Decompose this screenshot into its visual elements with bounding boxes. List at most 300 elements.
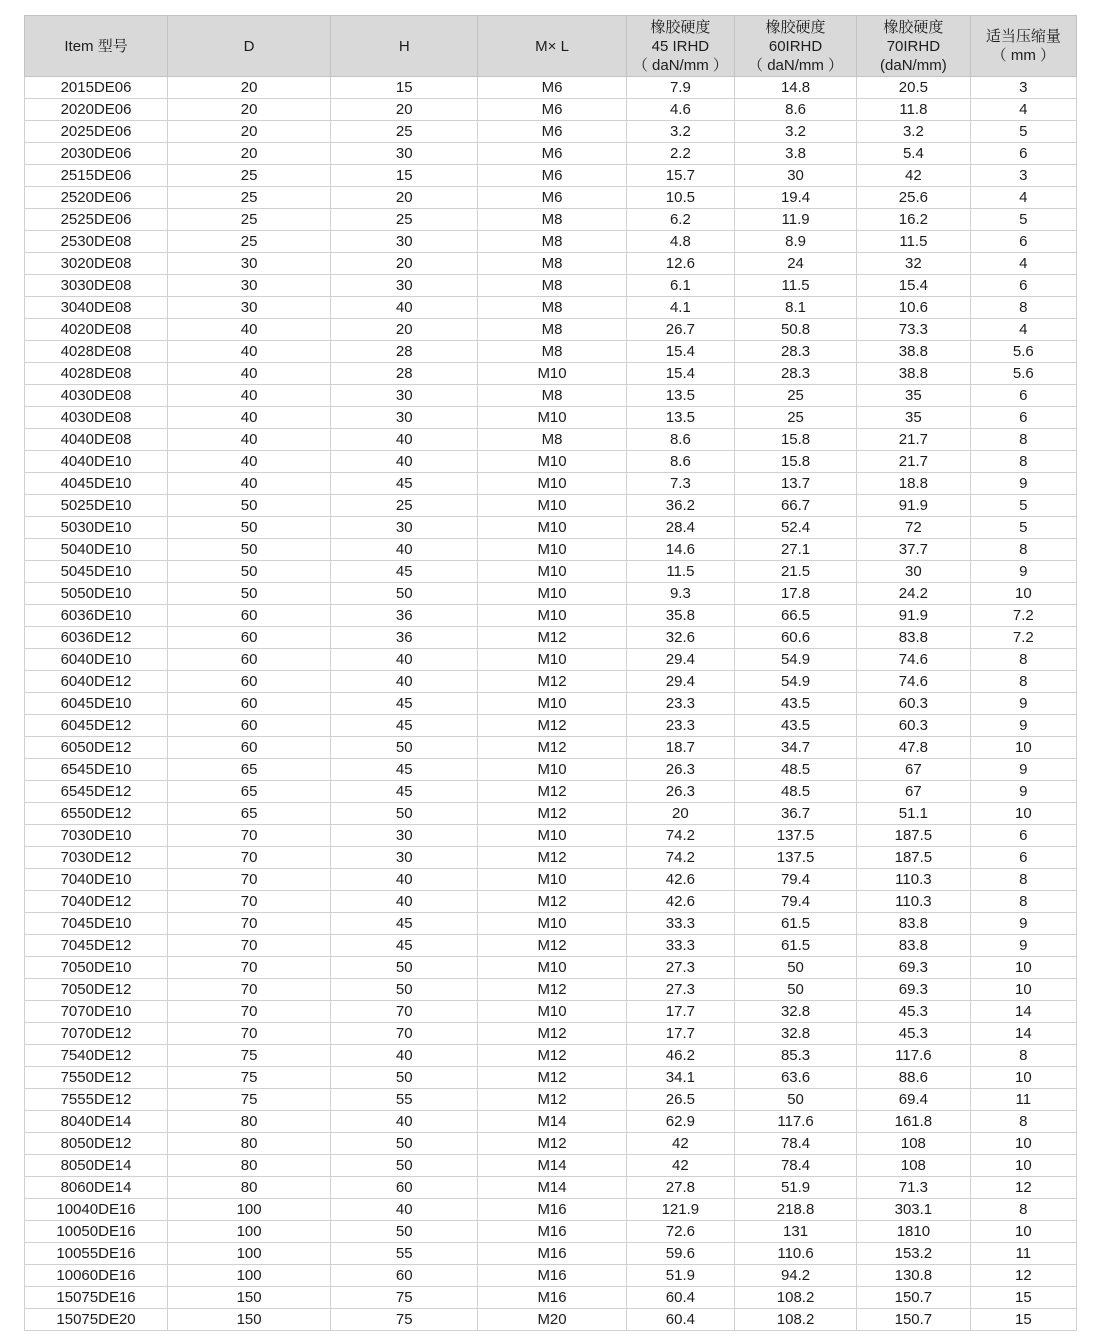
table-row [25,385,1077,407]
table-cell-d: 70 [168,847,331,869]
table-cell-d: 40 [168,407,331,429]
table-cell-h: 25 [331,209,478,231]
table-cell-irhd45: 26.3 [626,781,734,803]
table-cell-d: 25 [168,231,331,253]
table-cell-irhd45: 15.4 [626,341,734,363]
table-cell-h: 30 [331,847,478,869]
table-cell-d: 80 [168,1155,331,1177]
table-cell-d: 30 [168,253,331,275]
table-cell-irhd45: 60.4 [626,1287,734,1309]
table-cell-comp: 8 [970,1111,1076,1133]
table-cell-irhd70: 38.8 [857,341,971,363]
table-cell-h: 45 [331,715,478,737]
table-cell-irhd45: 8.6 [626,451,734,473]
table-cell-mxl: M8 [478,341,626,363]
table-cell-h: 40 [331,451,478,473]
table-cell-item: 7030DE10 [25,825,168,847]
table-cell-irhd45: 121.9 [626,1199,734,1221]
table-cell-mxl: M8 [478,429,626,451]
table-cell-d: 20 [168,121,331,143]
table-cell-irhd45: 42.6 [626,869,734,891]
table-cell-d: 20 [168,143,331,165]
table-cell-irhd45: 59.6 [626,1243,734,1265]
table-cell-irhd45: 32.6 [626,627,734,649]
table-cell-d: 75 [168,1067,331,1089]
table-cell-comp: 8 [970,1199,1076,1221]
table-cell-item: 2525DE06 [25,209,168,231]
table-cell-comp: 6 [970,275,1076,297]
table-cell-irhd45: 26.5 [626,1089,734,1111]
table-cell-irhd60: 11.9 [735,209,857,231]
table-cell-comp: 10 [970,583,1076,605]
table-row [25,1221,1077,1243]
table-cell-h: 28 [331,363,478,385]
header-line: （ mm ） [991,47,1055,64]
table-cell-irhd70: 91.9 [857,495,971,517]
table-cell-irhd45: 26.7 [626,319,734,341]
header-line: 橡胶硬度 [883,18,944,36]
table-cell-d: 25 [168,165,331,187]
table-cell-h: 40 [331,1111,478,1133]
table-cell-comp: 5.6 [970,363,1076,385]
table-cell-irhd45: 26.3 [626,759,734,781]
table-cell-irhd45: 11.5 [626,561,734,583]
table-cell-mxl: M14 [478,1177,626,1199]
table-row [25,341,1077,363]
table-row [25,1309,1077,1331]
table-cell-h: 15 [331,77,478,99]
table-row [25,1067,1077,1089]
table-cell-irhd45: 15.4 [626,363,734,385]
table-cell-mxl: M14 [478,1155,626,1177]
table-cell-mxl: M6 [478,121,626,143]
table-cell-irhd60: 34.7 [735,737,857,759]
column-header-irhd70 [857,16,971,77]
table-cell-d: 70 [168,825,331,847]
table-cell-mxl: M10 [478,561,626,583]
table-cell-d: 40 [168,451,331,473]
column-header-h [331,16,478,77]
table-cell-irhd60: 28.3 [735,363,857,385]
table-cell-d: 65 [168,781,331,803]
table-cell-item: 7070DE12 [25,1023,168,1045]
table-cell-h: 70 [331,1023,478,1045]
table-cell-irhd45: 7.3 [626,473,734,495]
table-cell-h: 40 [331,869,478,891]
table-cell-irhd45: 74.2 [626,847,734,869]
table-row [25,781,1077,803]
table-cell-h: 50 [331,979,478,1001]
table-cell-h: 40 [331,429,478,451]
table-cell-h: 75 [331,1309,478,1331]
table-cell-comp: 9 [970,561,1076,583]
table-cell-irhd60: 27.1 [735,539,857,561]
table-cell-d: 50 [168,495,331,517]
table-cell-comp: 6 [970,231,1076,253]
table-cell-mxl: M8 [478,297,626,319]
table-row [25,715,1077,737]
table-body [25,77,1077,1331]
table-cell-h: 75 [331,1287,478,1309]
table-cell-irhd60: 43.5 [735,693,857,715]
table-cell-mxl: M8 [478,231,626,253]
table-cell-h: 40 [331,649,478,671]
table-cell-irhd60: 61.5 [735,913,857,935]
table-cell-item: 2515DE06 [25,165,168,187]
table-cell-irhd70: 110.3 [857,891,971,913]
table-cell-irhd60: 36.7 [735,803,857,825]
table-cell-irhd70: 60.3 [857,715,971,737]
table-cell-irhd60: 32.8 [735,1023,857,1045]
table-cell-irhd45: 33.3 [626,913,734,935]
table-cell-irhd70: 108 [857,1155,971,1177]
table-cell-d: 40 [168,341,331,363]
table-row [25,297,1077,319]
table-cell-d: 70 [168,869,331,891]
table-cell-comp: 7.2 [970,627,1076,649]
table-cell-irhd45: 27.3 [626,979,734,1001]
table-cell-comp: 8 [970,539,1076,561]
table-cell-item: 15075DE16 [25,1287,168,1309]
table-cell-comp: 9 [970,935,1076,957]
table-cell-mxl: M12 [478,627,626,649]
table-cell-h: 55 [331,1089,478,1111]
table-cell-d: 100 [168,1243,331,1265]
table-cell-d: 80 [168,1177,331,1199]
table-cell-mxl: M6 [478,77,626,99]
table-cell-item: 6050DE12 [25,737,168,759]
table-row [25,429,1077,451]
table-cell-comp: 6 [970,407,1076,429]
table-row [25,231,1077,253]
table-row [25,1177,1077,1199]
table-cell-mxl: M12 [478,979,626,1001]
table-cell-irhd60: 3.8 [735,143,857,165]
table-cell-irhd60: 50 [735,1089,857,1111]
table-cell-irhd60: 13.7 [735,473,857,495]
table-cell-irhd45: 42.6 [626,891,734,913]
table-cell-irhd70: 187.5 [857,847,971,869]
header-line: 适当压缩量 [985,28,1061,45]
table-cell-irhd70: 67 [857,781,971,803]
table-cell-h: 45 [331,473,478,495]
table-cell-irhd60: 137.5 [735,847,857,869]
table-row [25,935,1077,957]
table-cell-irhd60: 25 [735,385,857,407]
table-row [25,1287,1077,1309]
table-cell-comp: 9 [970,473,1076,495]
table-cell-item: 4045DE10 [25,473,168,495]
table-cell-irhd70: 45.3 [857,1001,971,1023]
header-line: (daN/mm) [880,56,947,74]
table-cell-item: 7550DE12 [25,1067,168,1089]
table-cell-h: 40 [331,297,478,319]
table-cell-irhd70: 16.2 [857,209,971,231]
table-cell-irhd70: 150.7 [857,1287,971,1309]
table-cell-d: 40 [168,429,331,451]
table-cell-irhd60: 50.8 [735,319,857,341]
table-cell-irhd70: 38.8 [857,363,971,385]
table-cell-irhd45: 42 [626,1133,734,1155]
table-cell-irhd45: 18.7 [626,737,734,759]
table-cell-mxl: M10 [478,583,626,605]
table-cell-comp: 8 [970,297,1076,319]
table-cell-comp: 6 [970,385,1076,407]
table-row [25,1023,1077,1045]
table-cell-irhd60: 48.5 [735,781,857,803]
header-line: （ daN/mm ） [748,56,844,74]
table-cell-h: 30 [331,825,478,847]
table-cell-item: 2025DE06 [25,121,168,143]
table-cell-irhd45: 10.5 [626,187,734,209]
table-cell-item: 7555DE12 [25,1089,168,1111]
table-cell-d: 70 [168,913,331,935]
table-cell-irhd60: 78.4 [735,1133,857,1155]
table-cell-irhd45: 34.1 [626,1067,734,1089]
table-cell-irhd70: 110.3 [857,869,971,891]
table-cell-d: 50 [168,561,331,583]
table-cell-item: 8040DE14 [25,1111,168,1133]
table-cell-mxl: M12 [478,1133,626,1155]
table-cell-mxl: M10 [478,759,626,781]
table-cell-irhd70: 69.4 [857,1089,971,1111]
table-cell-irhd45: 2.2 [626,143,734,165]
table-cell-item: 2030DE06 [25,143,168,165]
table-cell-irhd60: 66.5 [735,605,857,627]
table-cell-irhd60: 54.9 [735,671,857,693]
table-cell-d: 100 [168,1199,331,1221]
table-cell-h: 50 [331,1155,478,1177]
table-cell-irhd60: 14.8 [735,77,857,99]
table-cell-h: 30 [331,143,478,165]
table-cell-comp: 12 [970,1177,1076,1199]
table-cell-mxl: M14 [478,1111,626,1133]
table-cell-item: 10050DE16 [25,1221,168,1243]
table-cell-mxl: M6 [478,187,626,209]
table-row [25,627,1077,649]
table-cell-h: 20 [331,187,478,209]
table-cell-irhd45: 46.2 [626,1045,734,1067]
table-row [25,891,1077,913]
table-row [25,1089,1077,1111]
table-cell-d: 100 [168,1221,331,1243]
table-cell-comp: 3 [970,77,1076,99]
table-cell-comp: 10 [970,1221,1076,1243]
table-cell-comp: 10 [970,1067,1076,1089]
table-cell-item: 6036DE10 [25,605,168,627]
table-row [25,363,1077,385]
table-cell-comp: 5 [970,209,1076,231]
table-cell-irhd45: 60.4 [626,1309,734,1331]
table-cell-mxl: M12 [478,1023,626,1045]
table-cell-d: 150 [168,1309,331,1331]
table-cell-irhd70: 91.9 [857,605,971,627]
table-row [25,825,1077,847]
table-cell-irhd60: 85.3 [735,1045,857,1067]
table-cell-mxl: M8 [478,253,626,275]
table-row [25,1155,1077,1177]
table-cell-irhd60: 54.9 [735,649,857,671]
table-cell-item: 6545DE10 [25,759,168,781]
table-cell-h: 50 [331,1067,478,1089]
table-cell-comp: 4 [970,319,1076,341]
table-cell-irhd60: 25 [735,407,857,429]
table-cell-item: 7050DE12 [25,979,168,1001]
table-cell-irhd70: 45.3 [857,1023,971,1045]
table-cell-comp: 9 [970,781,1076,803]
table-cell-comp: 10 [970,1133,1076,1155]
table-cell-comp: 12 [970,1265,1076,1287]
table-cell-mxl: M8 [478,385,626,407]
table-cell-mxl: M8 [478,209,626,231]
table-cell-comp: 11 [970,1089,1076,1111]
table-cell-irhd60: 218.8 [735,1199,857,1221]
table-cell-mxl: M12 [478,1067,626,1089]
table-cell-irhd70: 73.3 [857,319,971,341]
table-cell-mxl: M12 [478,1089,626,1111]
table-cell-irhd45: 12.6 [626,253,734,275]
table-cell-h: 55 [331,1243,478,1265]
table-cell-irhd70: 47.8 [857,737,971,759]
table-cell-irhd60: 79.4 [735,869,857,891]
table-row [25,99,1077,121]
table-cell-d: 40 [168,385,331,407]
table-cell-comp: 5 [970,495,1076,517]
table-cell-item: 5030DE10 [25,517,168,539]
table-cell-mxl: M16 [478,1265,626,1287]
table-cell-d: 20 [168,99,331,121]
table-cell-comp: 8 [970,869,1076,891]
table-cell-item: 6045DE12 [25,715,168,737]
table-cell-d: 150 [168,1287,331,1309]
table-row [25,1111,1077,1133]
table-cell-h: 40 [331,891,478,913]
header-line: 橡胶硬度 [765,18,826,36]
table-cell-h: 50 [331,1133,478,1155]
table-cell-irhd60: 78.4 [735,1155,857,1177]
table-cell-irhd70: 153.2 [857,1243,971,1265]
table-cell-item: 10055DE16 [25,1243,168,1265]
table-cell-irhd70: 24.2 [857,583,971,605]
table-cell-irhd70: 11.8 [857,99,971,121]
table-cell-item: 5050DE10 [25,583,168,605]
table-row [25,803,1077,825]
table-cell-irhd60: 61.5 [735,935,857,957]
table-cell-h: 70 [331,1001,478,1023]
table-cell-irhd45: 28.4 [626,517,734,539]
table-cell-irhd70: 42 [857,165,971,187]
table-cell-mxl: M12 [478,935,626,957]
table-cell-mxl: M10 [478,539,626,561]
table-cell-irhd70: 71.3 [857,1177,971,1199]
table-cell-irhd70: 15.4 [857,275,971,297]
table-row [25,319,1077,341]
table-cell-comp: 10 [970,803,1076,825]
table-header [25,16,1077,77]
table-cell-irhd45: 33.3 [626,935,734,957]
table-cell-d: 20 [168,77,331,99]
table-cell-mxl: M10 [478,517,626,539]
table-cell-item: 7045DE10 [25,913,168,935]
table-cell-item: 10040DE16 [25,1199,168,1221]
table-cell-h: 50 [331,803,478,825]
table-cell-comp: 8 [970,671,1076,693]
table-cell-irhd60: 66.7 [735,495,857,517]
table-cell-item: 10060DE16 [25,1265,168,1287]
table-cell-irhd45: 27.8 [626,1177,734,1199]
table-cell-item: 6036DE12 [25,627,168,649]
table-cell-d: 50 [168,539,331,561]
table-cell-irhd45: 6.2 [626,209,734,231]
table-cell-d: 25 [168,209,331,231]
table-cell-irhd45: 6.1 [626,275,734,297]
table-cell-item: 6545DE12 [25,781,168,803]
table-cell-mxl: M8 [478,319,626,341]
table-row [25,407,1077,429]
table-cell-irhd60: 8.1 [735,297,857,319]
table-cell-item: 2530DE08 [25,231,168,253]
header-line: 45 IRHD [651,37,710,55]
table-cell-comp: 14 [970,1023,1076,1045]
table-cell-mxl: M16 [478,1221,626,1243]
column-header-comp [970,16,1076,77]
table-cell-irhd60: 94.2 [735,1265,857,1287]
table-cell-comp: 11 [970,1243,1076,1265]
table-cell-item: 3020DE08 [25,253,168,275]
table-cell-mxl: M10 [478,451,626,473]
table-cell-irhd70: 1810 [857,1221,971,1243]
table-cell-item: 5040DE10 [25,539,168,561]
table-cell-irhd70: 69.3 [857,957,971,979]
table-cell-irhd70: 74.6 [857,649,971,671]
table-row [25,693,1077,715]
table-cell-comp: 6 [970,825,1076,847]
table-cell-irhd70: 60.3 [857,693,971,715]
table-cell-h: 60 [331,1265,478,1287]
table-cell-item: 7045DE12 [25,935,168,957]
table-cell-irhd60: 8.6 [735,99,857,121]
table-row [25,253,1077,275]
table-cell-mxl: M10 [478,605,626,627]
table-cell-item: 8060DE14 [25,1177,168,1199]
table-row [25,847,1077,869]
table-row [25,561,1077,583]
table-cell-d: 100 [168,1265,331,1287]
table-cell-d: 70 [168,957,331,979]
table-cell-item: 15075DE20 [25,1309,168,1331]
table-cell-comp: 15 [970,1287,1076,1309]
table-cell-mxl: M12 [478,803,626,825]
table-cell-h: 30 [331,385,478,407]
table-cell-irhd70: 32 [857,253,971,275]
table-cell-item: 4030DE08 [25,407,168,429]
table-cell-item: 4020DE08 [25,319,168,341]
table-cell-d: 40 [168,363,331,385]
table-cell-h: 20 [331,319,478,341]
table-cell-irhd45: 23.3 [626,715,734,737]
table-cell-irhd45: 17.7 [626,1023,734,1045]
table-cell-irhd60: 32.8 [735,1001,857,1023]
table-row [25,979,1077,1001]
table-row [25,759,1077,781]
table-cell-h: 50 [331,957,478,979]
table-cell-d: 80 [168,1133,331,1155]
table-cell-d: 40 [168,473,331,495]
table-cell-irhd70: 83.8 [857,935,971,957]
table-cell-h: 50 [331,1221,478,1243]
table-cell-irhd70: 18.8 [857,473,971,495]
table-cell-mxl: M12 [478,891,626,913]
